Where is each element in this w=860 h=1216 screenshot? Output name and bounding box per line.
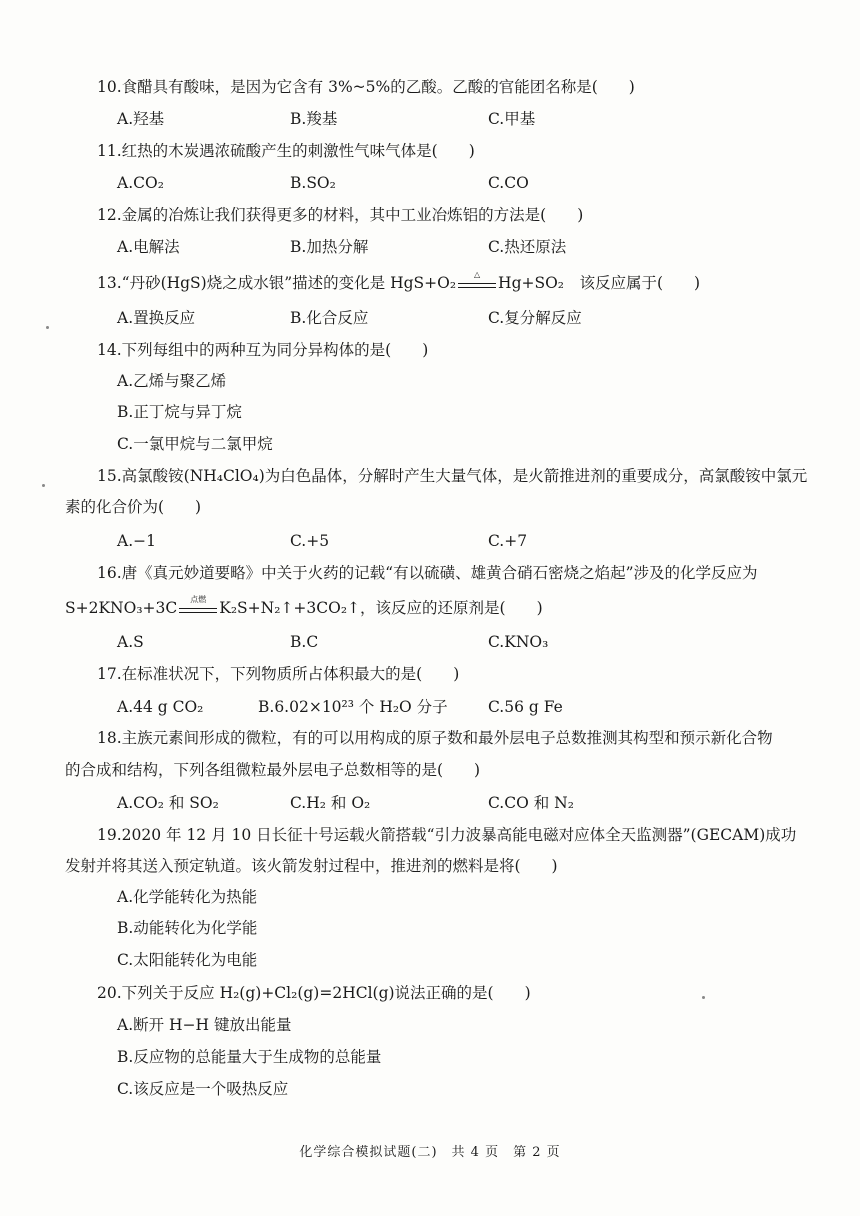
q18-option-c[interactable]: C.CO 和 N₂ — [488, 794, 574, 812]
q10-stem: 10.食醋具有酸味，是因为它含有 3%~5%的乙酸。乙酸的官能团名称是( ) — [97, 78, 635, 96]
q16-stem-post: K₂S+N₂↑+3CO₂↑，该反应的还原剂是( ) — [219, 599, 543, 617]
q16-stem-pre: S+2KNO₃+3C — [65, 599, 178, 617]
q16-option-a[interactable]: A.S — [117, 633, 144, 651]
q15-option-b[interactable]: C.+5 — [290, 532, 330, 550]
reaction-condition-ignite — [179, 594, 217, 613]
q18-stem-line2: 的合成和结构，下列各组微粒最外层电子总数相等的是( ) — [65, 761, 481, 779]
q11-option-c[interactable]: C.CO — [488, 174, 529, 192]
q19-option-a[interactable]: A.化学能转化为热能 — [117, 888, 258, 906]
q18-option-b[interactable]: C.H₂ 和 O₂ — [290, 794, 371, 812]
q13-option-c[interactable]: C.复分解反应 — [488, 309, 582, 327]
q14-option-a[interactable]: A.乙烯与聚乙烯 — [117, 372, 227, 390]
q17-option-c[interactable]: C.56 g Fe — [488, 698, 563, 716]
q19-stem-line2: 发射并将其送入预定轨道。该火箭发射过程中，推进剂的燃料是将( ) — [65, 857, 558, 875]
q19-option-b[interactable]: B.动能转化为化学能 — [117, 919, 258, 937]
q13-stem-pre: 13.“丹砂(HgS)烧之成水银”描述的变化是 HgS+O₂ — [97, 274, 457, 292]
q18-stem-line1: 18.主族元素间形成的微粒，有的可以用构成的原子数和最外层电子总数推测其构型和预示新化合物 — [97, 729, 773, 747]
heat-symbol: △ — [473, 269, 481, 279]
scan-speck — [42, 484, 45, 487]
q19-stem-line1: 19.2020 年 12 月 10 日长征十号运载火箭搭载“引力波暴高能电磁对应体全天监测器”(GECAM)成功 — [97, 826, 797, 844]
q10-option-b[interactable]: B.羧基 — [290, 110, 338, 128]
q12-option-c[interactable]: C.热还原法 — [488, 238, 567, 256]
page-footer: 化学综合模拟试题(二) 共 4 页 第 2 页 — [299, 1145, 561, 1160]
double-equals-sign — [179, 608, 217, 613]
q13-stem — [97, 269, 701, 293]
q13-option-b[interactable]: B.化合反应 — [290, 309, 369, 327]
q14-option-b[interactable]: B.正丁烷与异丁烷 — [117, 403, 242, 421]
q16-option-c[interactable]: C.KNO₃ — [488, 633, 549, 651]
q10-option-a[interactable]: A.羟基 — [117, 110, 165, 128]
q13-stem-post: Hg+SO₂ 该反应属于( ) — [498, 274, 701, 292]
q19-option-c[interactable]: C.太阳能转化为电能 — [117, 951, 258, 969]
q15-option-a[interactable]: A.−1 — [117, 532, 156, 550]
q18-option-a[interactable]: A.CO₂ 和 SO₂ — [117, 794, 219, 812]
q17-option-a[interactable]: A.44 g CO₂ — [117, 698, 204, 716]
q12-option-b[interactable]: B.加热分解 — [290, 238, 369, 256]
q14-option-c[interactable]: C.一氯甲烷与二氯甲烷 — [117, 435, 273, 453]
scan-speck — [46, 326, 49, 329]
q20-option-a[interactable]: A.断开 H−H 键放出能量 — [117, 1016, 292, 1034]
q14-stem: 14.下列每组中的两种互为同分异构体的是( ) — [97, 341, 429, 359]
q10-option-c[interactable]: C.甲基 — [488, 110, 536, 128]
q20-stem: 20.下列关于反应 H₂(g)+Cl₂(g)=2HCl(g)说法正确的是( ) — [97, 984, 531, 1002]
q15-option-c[interactable]: C.+7 — [488, 532, 528, 550]
q13-option-a[interactable]: A.置换反应 — [117, 309, 196, 327]
q11-stem: 11.红热的木炭遇浓硫酸产生的刺激性气味气体是( ) — [97, 142, 475, 160]
q16-stem-line2 — [65, 594, 543, 618]
q16-stem-line1: 16.唐《真元妙道要略》中关于火药的记载“有以硫磺、雄黄合硝石密烧之焰起”涉及的化学反应为 — [97, 564, 758, 582]
q11-option-b[interactable]: B.SO₂ — [290, 174, 336, 192]
q20-option-b[interactable]: B.反应物的总能量大于生成物的总能量 — [117, 1048, 382, 1066]
q12-option-a[interactable]: A.电解法 — [117, 238, 180, 256]
q15-stem-line1: 15.高氯酸铵(NH₄ClO₄)为白色晶体，分解时产生大量气体，是火箭推进剂的重要成分，高氯酸铵中氯元 — [97, 467, 808, 485]
q12-stem: 12.金属的冶炼让我们获得更多的材料，其中工业冶炼铝的方法是( ) — [97, 206, 584, 224]
q15-stem-line2: 素的化合价为( ) — [65, 498, 202, 516]
q16-option-b[interactable]: B.C — [290, 633, 319, 651]
scan-speck — [702, 996, 705, 999]
double-equals-sign — [458, 283, 496, 288]
ignite-label: 点燃 — [190, 594, 207, 604]
q17-stem: 17.在标准状况下，下列物质所占体积最大的是( ) — [97, 665, 460, 683]
reaction-condition-heat — [458, 269, 496, 288]
q20-option-c[interactable]: C.该反应是一个吸热反应 — [117, 1080, 289, 1098]
q11-option-a[interactable]: A.CO₂ — [117, 174, 164, 192]
q17-option-b[interactable]: B.6.02×10²³ 个 H₂O 分子 — [258, 698, 448, 716]
